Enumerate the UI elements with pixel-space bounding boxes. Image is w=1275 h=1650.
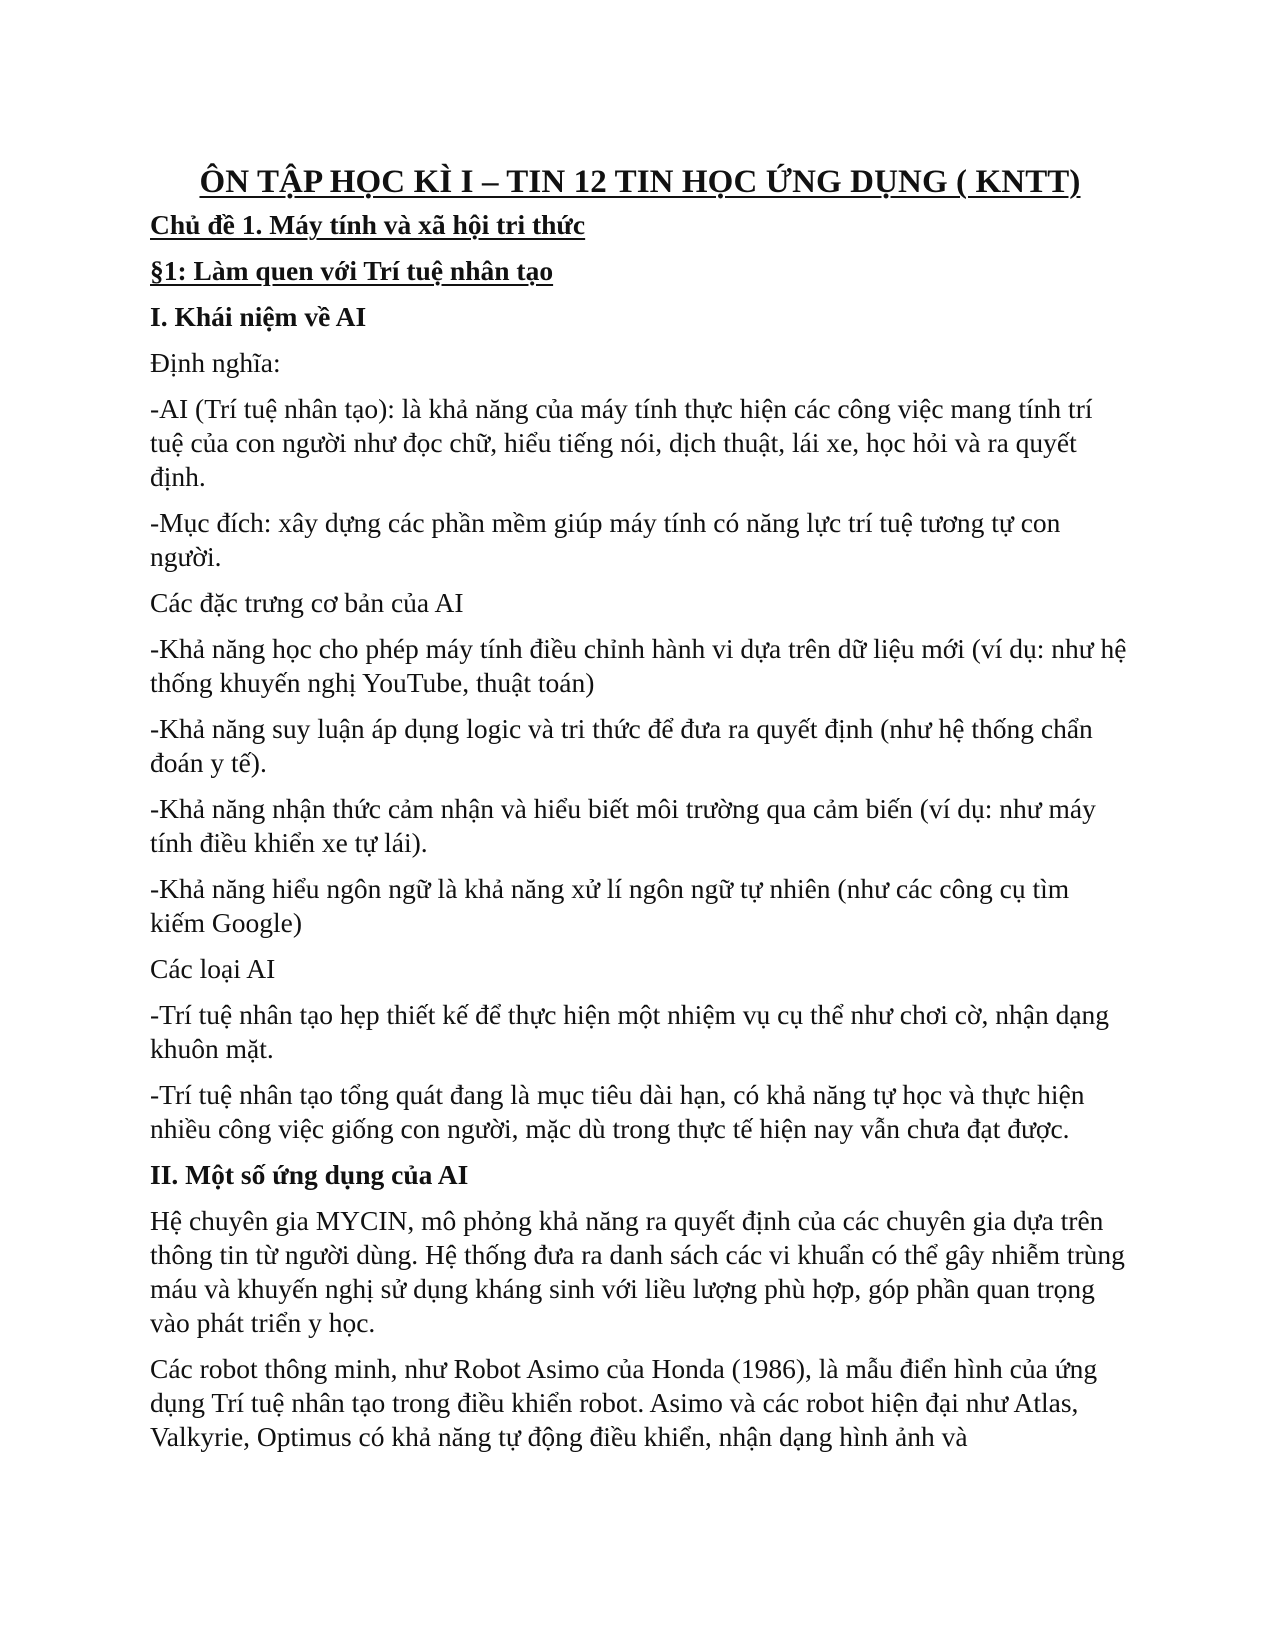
features-label: Các đặc trưng cơ bản của AI — [150, 587, 464, 618]
document-title: ÔN TẬP HỌC KÌ I – TIN 12 TIN HỌC ỨNG DỤNG ( KNTT) — [199, 164, 1081, 200]
feature-learning: -Khả năng học cho phép máy tính điều chỉnh hành vi dựa trên dữ liệu mới (ví dụ: như hệ thống khuyến nghị YouTube, thuật toán) — [150, 633, 1127, 698]
paragraph-robots: Các robot thông minh, như Robot Asimo của Honda (1986), là mẫu điển hình của ứng dụng Trí tuệ nhân tạo trong điều khiển robot. Asimo và các robot hiện đại như Atlas, Valkyrie, Optimus có khả năng tự động điều khiển, nhận dạng hình ảnh và — [150, 1353, 1098, 1452]
topic-heading: Chủ đề 1. Máy tính và xã hội tri thức — [150, 209, 586, 240]
feature-reasoning: -Khả năng suy luận áp dụng logic và tri thức để đưa ra quyết định (như hệ thống chẩn đoán y tế). — [150, 713, 1093, 778]
paragraph-definition-ai: -AI (Trí tuệ nhân tạo): là khả năng của máy tính thực hiện các công việc mang tính trí tuệ của con người như đọc chữ, hiểu tiếng nói, dịch thuật, lái xe, học hỏi và ra quyết định. — [150, 393, 1093, 492]
paragraph-purpose: -Mục đích: xây dựng các phần mềm giúp máy tính có năng lực trí tuệ tương tự con người. — [150, 507, 1061, 572]
section-heading-applications: II. Một số ứng dụng của AI — [150, 1159, 469, 1190]
section-heading-concept: I. Khái niệm về AI — [150, 301, 367, 332]
type-narrow-ai: -Trí tuệ nhân tạo hẹp thiết kế để thực hiện một nhiệm vụ cụ thể như chơi cờ, nhận dạng khuôn mặt. — [150, 999, 1110, 1064]
types-label: Các loại AI — [150, 953, 276, 984]
definition-label: Định nghĩa: — [150, 347, 281, 378]
lesson-heading: §1: Làm quen với Trí tuệ nhân tạo — [150, 255, 554, 286]
document-page — [150, 162, 1130, 1466]
feature-perception: -Khả năng nhận thức cảm nhận và hiểu biết môi trường qua cảm biến (ví dụ: như máy tính điều khiển xe tự lái). — [150, 793, 1096, 858]
feature-language: -Khả năng hiểu ngôn ngữ là khả năng xử lí ngôn ngữ tự nhiên (như các công cụ tìm kiếm Google) — [150, 873, 1070, 938]
type-general-ai: -Trí tuệ nhân tạo tổng quát đang là mục tiêu dài hạn, có khả năng tự học và thực hiện nhiều công việc giống con người, mặc dù trong thực tế hiện nay vẫn chưa đạt được. — [150, 1079, 1085, 1144]
paragraph-mycin: Hệ chuyên gia MYCIN, mô phỏng khả năng ra quyết định của các chuyên gia dựa trên thông tin từ người dùng. Hệ thống đưa ra danh sách các vi khuẩn có thể gây nhiễm trùng máu và khuyến nghị sử dụng kháng sinh với liều lượng phù hợp, góp phần quan trọng vào phát triển y học. — [150, 1205, 1125, 1338]
